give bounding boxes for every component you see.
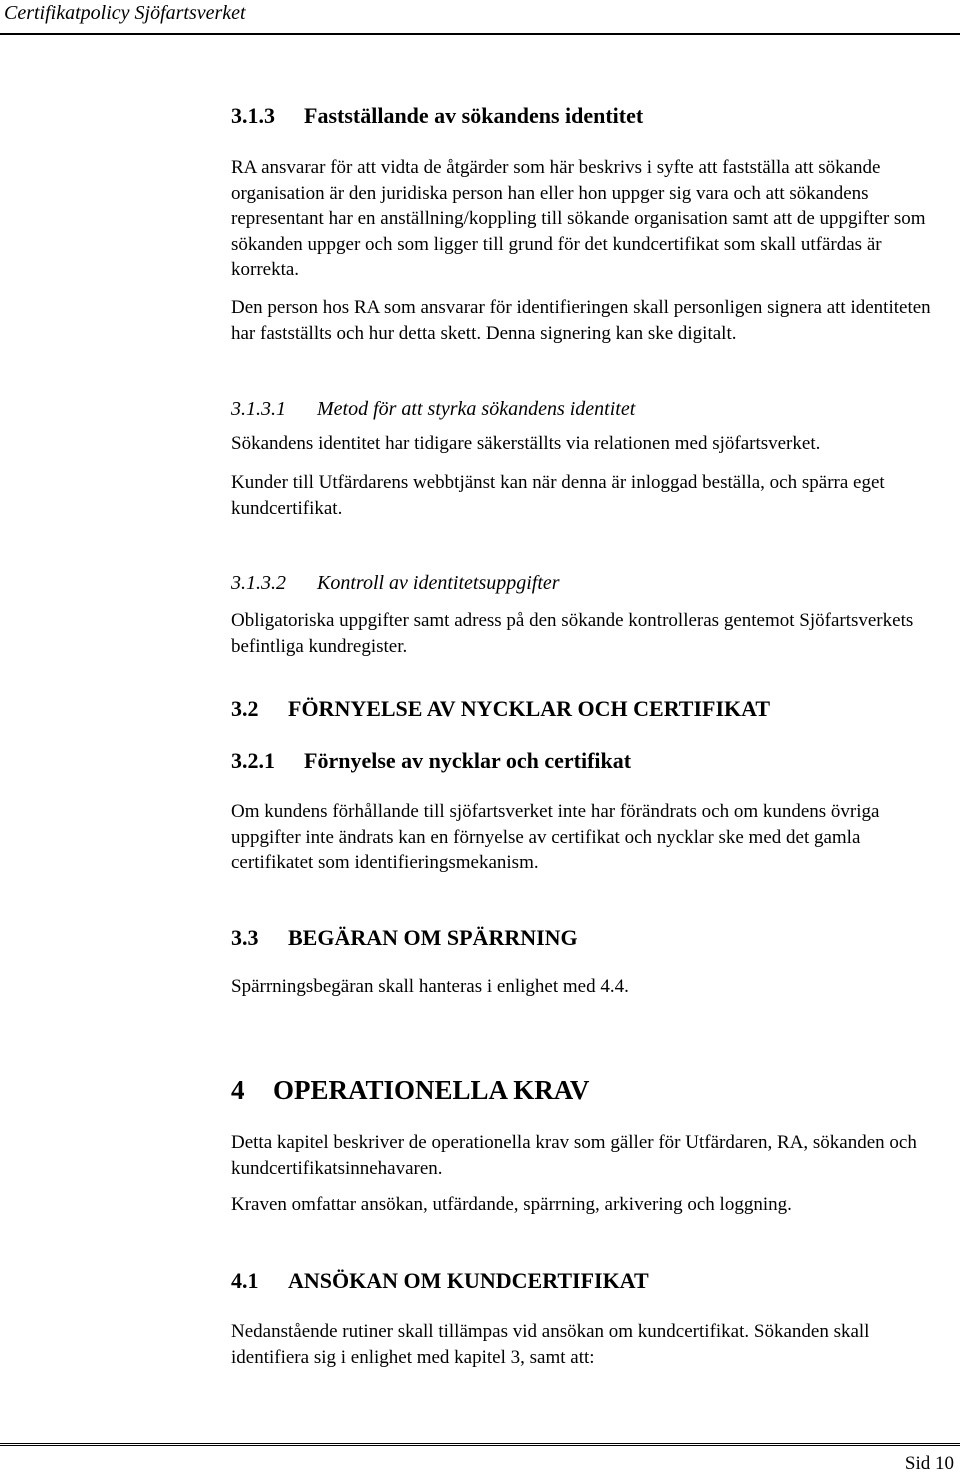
header-divider xyxy=(0,33,960,35)
paragraph: Om kundens förhållande till sjöfartsverket inte har förändrats och om kundens övriga uppgifter inte ändrats kan en förnyelse av certifikat och nycklar ske med det gamla certifikatet som identifieringsmekanism. xyxy=(231,801,880,873)
paragraph: Detta kapitel beskriver de operationella krav som gäller för Utfärdaren, RA, sökanden och kundcertifikatsinnehavaren. xyxy=(231,1132,917,1179)
paragraph: Den person hos RA som ansvarar för identifieringen skall personligen signera att identiteten har fastställts och hur detta skett. Denna signering kan ske digitalt. xyxy=(231,297,931,344)
paragraph: Obligatoriska uppgifter samt adress på den sökande kontrolleras gentemot Sjöfartsverkets befintliga kundregister. xyxy=(231,610,914,657)
paragraph: Spärrningsbegäran skall hanteras i enlighet med 4.4. xyxy=(231,976,629,997)
paragraph: Sökandens identitet har tidigare säkerställts via relationen med sjöfartsverket. xyxy=(231,433,821,454)
heading-text: FÖRNYELSE AV NYCKLAR OCH CERTIFIKAT xyxy=(288,696,771,721)
heading-4-1 xyxy=(231,1268,946,1294)
heading-text: Kontroll av identitetsuppgifter xyxy=(317,572,560,594)
heading-4 xyxy=(231,1074,946,1106)
paragraph: Nedanstående rutiner skall tillämpas vid ansökan om kundcertifikat. Sökanden skall identifiera sig i enlighet med kapitel 3, samt att: xyxy=(231,1321,870,1368)
heading-text: Metod för att styrka sökandens identitet xyxy=(317,398,636,420)
heading-3-3 xyxy=(231,925,946,951)
heading-3-1-3-2 xyxy=(231,570,946,596)
heading-3-1-3 xyxy=(231,103,946,129)
heading-number: 4 xyxy=(231,1075,245,1105)
heading-text: Fastställande av sökandens identitet xyxy=(304,103,644,128)
heading-text: Förnyelse av nycklar och certifikat xyxy=(304,748,632,773)
heading-text: OPERATIONELLA KRAV xyxy=(273,1075,590,1105)
paragraph: RA ansvarar för att vidta de åtgärder som här beskrivs i syfte att fastställa att sökande organisation är den juridiska person han eller hon uppger sig vara och att sökandens representant har en anställning/koppling till sökande organisation samt att de uppgifter som sökanden uppger och som ligger till grund för det kundcertifikat som skall utfärdas är korrekta. xyxy=(231,157,926,280)
heading-text: ANSÖKAN OM KUNDCERTIFIKAT xyxy=(288,1268,649,1293)
heading-number: 3.1.3.2 xyxy=(231,572,286,594)
heading-number: 3.2.1 xyxy=(231,748,275,773)
paragraph: Kunder till Utfärdarens webbtjänst kan när denna är inloggad beställa, och spärra eget kundcertifikat. xyxy=(231,472,885,519)
heading-3-2-1 xyxy=(231,748,946,774)
heading-number: 3.3 xyxy=(231,925,259,950)
paragraph: Kraven omfattar ansökan, utfärdande, spärrning, arkivering och loggning. xyxy=(231,1194,792,1215)
page-number: Sid 10 xyxy=(904,1453,954,1474)
footer-divider xyxy=(0,1443,960,1446)
heading-number: 4.1 xyxy=(231,1268,259,1293)
heading-number: 3.2 xyxy=(231,696,259,721)
heading-number: 3.1.3 xyxy=(231,103,275,128)
document-header-title: Certifikatpolicy Sjöfartsverket xyxy=(4,2,246,24)
heading-3-1-3-1 xyxy=(231,396,946,422)
heading-text: BEGÄRAN OM SPÄRRNING xyxy=(288,925,578,950)
heading-3-2 xyxy=(231,696,946,722)
heading-number: 3.1.3.1 xyxy=(231,398,286,420)
